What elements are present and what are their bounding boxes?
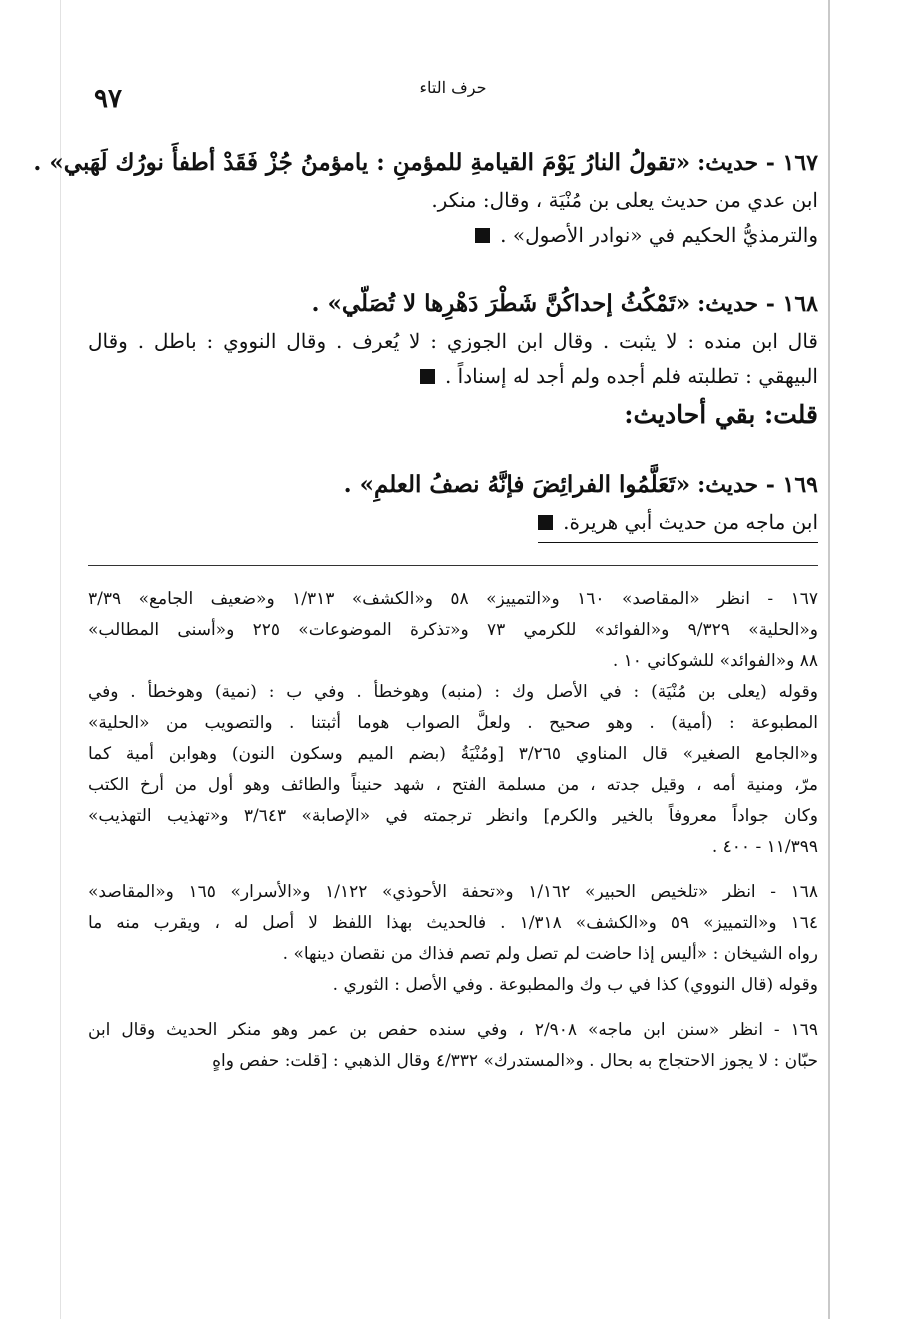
hadith-text: «تَمْكُثُ إحداكُنَّ شَطْرَ دَهْرِها لا تُصَلّي» . bbox=[311, 290, 691, 317]
end-marker-icon bbox=[475, 228, 490, 243]
footnote-line: حبّان : لا يجوز الاحتجاج به بحال . و«المستدرك» ٤/٣٣٢ وقال الذهبي : [قلت: حفص واهٍ bbox=[212, 1051, 818, 1071]
running-title: حرف التاء bbox=[419, 78, 487, 97]
footnote-169 bbox=[88, 1015, 818, 1077]
hadith-entry-167 bbox=[33, 144, 818, 253]
commentary-source: ابن ماجه من حديث أبي هريرة. bbox=[563, 510, 818, 534]
footnote-line: و«الجامع الصغير» قال المناوي ٣/٢٦٥ [ومُنْيَةُ (بضم الميم وسكون النون) وهوابن أمية كما bbox=[88, 744, 819, 764]
footnote-168 bbox=[88, 877, 818, 1001]
footnote-line: ٨٨ و«الفوائد» للشوكاني ١٠ . bbox=[612, 651, 818, 671]
entry-number: ١٦٩ - حديث: bbox=[697, 472, 818, 498]
book-page bbox=[33, 70, 819, 1077]
footnote-167 bbox=[88, 584, 818, 863]
hadith-heading bbox=[88, 285, 818, 324]
hadith-text: «تَعَلَّمُوا الفرائِضَ فإنَّهُ نصفُ العلمِ» . bbox=[343, 471, 691, 498]
footnote-line: وكان جواداً معروفاً بالخير والكرم] وانظر ترجمته في «الإصابة» ٣/٦٤٣ و«تهذيب التهذيب» bbox=[88, 806, 818, 826]
footnote-line: وقوله (يعلى بن مُنْيَة) : في الأصل وك : (منبه) وهوخطأ . وفي ب : (نمية) وهوخطأ . وفي bbox=[88, 682, 818, 702]
page-number: ٩٧ bbox=[94, 84, 122, 114]
footnote-line: ١٦٩ - انظر «سنن ابن ماجه» ٢/٩٠٨ ، وفي سنده حفص بن عمر وهو منكر الحديث وقال ابن bbox=[88, 1020, 818, 1040]
commentary-line bbox=[88, 505, 818, 543]
entry-number: ١٦٨ - حديث: bbox=[697, 291, 818, 317]
footnote-line: وقوله (قال النووي) كذا في ب وك والمطبوعة . وفي الأصل : الثوري . bbox=[332, 975, 818, 995]
commentary-text: والترمذيُّ الحكيم في «نوادر الأصول» . bbox=[500, 223, 818, 247]
footnote-line: مرّ، ومنية أمه ، وقيل جدته ، من مسلمة الفتح ، شهد حنيناً والطائف وهو أول من أرخ الكتب bbox=[88, 775, 818, 795]
end-marker-icon bbox=[420, 369, 435, 384]
page-header bbox=[88, 70, 818, 114]
footnote-line: ١٦٤ و«التمييز» ٥٩ و«الكشف» ١/٣١٨ . فالحديث بهذا اللفظ لا أصل له ، ويقرب منه ما bbox=[88, 913, 819, 933]
commentary-text: البيهقي : تطلبته فلم أجده ولم أجد له إسناداً . bbox=[444, 364, 818, 388]
commentary-text bbox=[538, 505, 818, 543]
commentary-line bbox=[88, 359, 818, 394]
footnote-line: رواه الشيخان : «أليس إذا حاضت لم تصل ولم تصم فذاك من نقصان دينها» . bbox=[282, 944, 818, 964]
page-gutter-left bbox=[60, 0, 61, 1319]
hadith-heading bbox=[88, 466, 818, 505]
footnotes-section bbox=[88, 565, 818, 1077]
hadith-entry-169 bbox=[88, 466, 818, 543]
commentary-line bbox=[88, 218, 818, 253]
commentary-line: قال ابن منده : لا يثبت . وقال ابن الجوزي : لا يُعرف . وقال النووي : باطل . وقال bbox=[88, 329, 818, 353]
commentary-line: ابن عدي من حديث يعلى بن مُنْيَة ، وقال: منكر. bbox=[431, 188, 818, 212]
editor-note: قلت: بقي أحاديث: bbox=[624, 400, 818, 429]
hadith-entry-168 bbox=[88, 285, 818, 434]
hadith-text: «تقولُ النارُ يَوْمَ القيامةِ للمؤمنِ : يامؤمنُ جُزْ فَقَدْ أطفأَ نورُك لَهَبي» . bbox=[33, 149, 691, 176]
footnote-line: و«الحلية» ٩/٣٢٩ و«الفوائد» للكرمي ٧٣ و«تذكرة الموضوعات» ٢٢٥ و«أسنى المطالب» bbox=[88, 620, 818, 640]
footnote-line: ١٦٨ - انظر «تلخيص الحبير» ١/١٦٢ و«تحفة الأحوذي» ١/١٢٢ و«الأسرار» ١٦٥ و«المقاصد» bbox=[88, 882, 818, 902]
footnote-line: ١١/٣٩٩ - ٤٠٠ . bbox=[711, 837, 818, 857]
page-gutter-right bbox=[828, 0, 830, 1319]
footnote-line: ١٦٧ - انظر «المقاصد» ١٦٠ و«التمييز» ٥٨ و«الكشف» ١/٣١٣ و«ضعيف الجامع» ٣/٣٩ bbox=[88, 589, 819, 609]
end-marker-icon bbox=[538, 515, 553, 530]
hadith-heading bbox=[33, 144, 818, 183]
entry-number: ١٦٧ - حديث: bbox=[697, 150, 818, 176]
footnote-line: المطبوعة : (أمية) . وهو صحيح . ولعلَّ الصواب هوما أثبتنا . والتصويب من «الحلية» bbox=[88, 713, 818, 733]
